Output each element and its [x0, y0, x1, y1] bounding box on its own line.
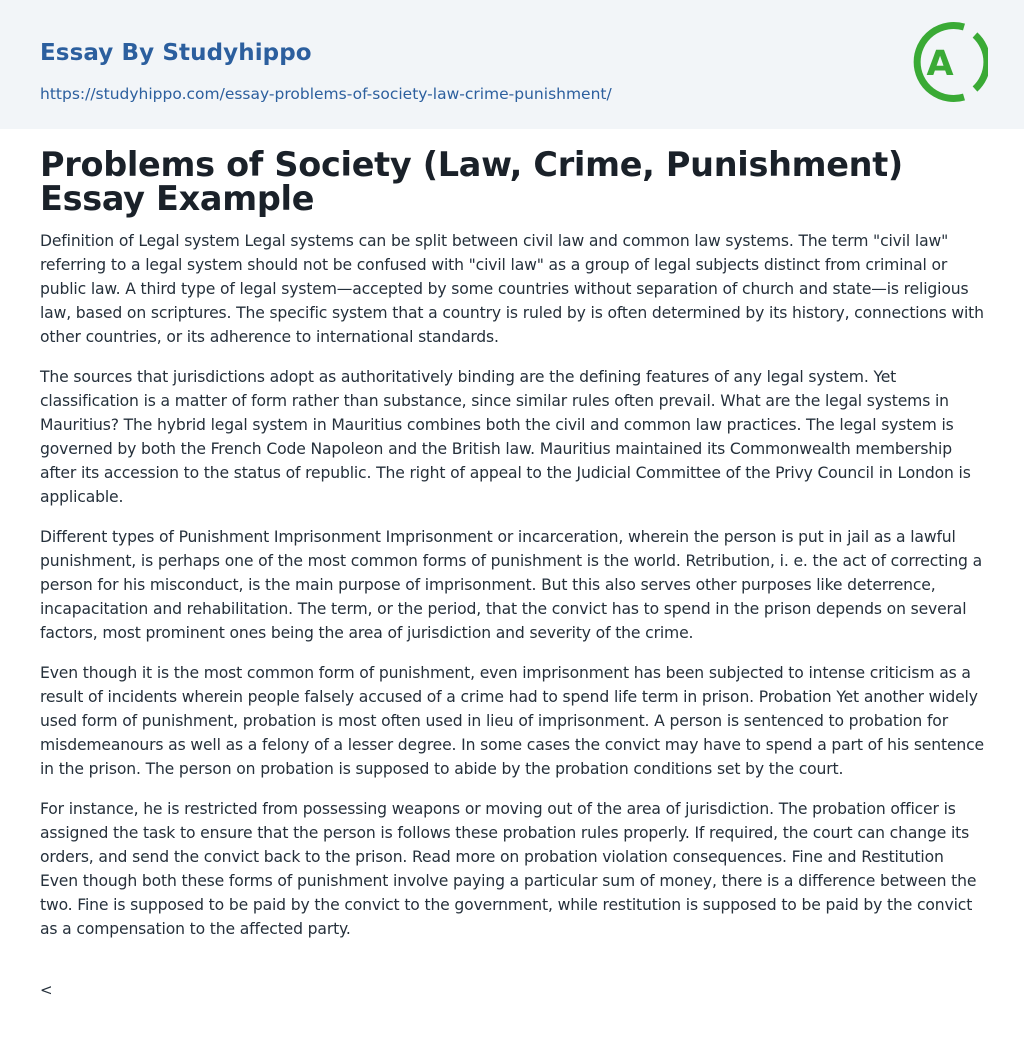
- article-body: [40, 229, 984, 957]
- previous-page-marker[interactable]: <: [40, 981, 53, 999]
- logo-letter: A: [926, 44, 954, 84]
- paragraph-2: The sources that jurisdictions adopt as authoritatively binding are the defining features of any legal system. Yet classification is a matter of form rather than substance, since similar rules often prevail. What are the legal systems in Mauritius? The hybrid legal system in Mauritius combines both the civil and common law practices. The legal system is governed by both the French Code Napoleon and the British law. Mauritius maintained its Commonwealth membership after its accession to the status of republic. The right of appeal to the Judicial Committee of the Privy Council in London is applicable.: [40, 368, 971, 506]
- page-url-link[interactable]: https://studyhippo.com/essay-problems-of-society-law-crime-punishment/: [40, 85, 612, 103]
- paragraph-4: Even though it is the most common form of punishment, even imprisonment has been subjected to intense criticism as a result of incidents wherein people falsely accused of a crime had to spend life term in prison. Probation Yet another widely used form of punishment, probation is most often used in lieu of imprisonment. A person is sentenced to probation for misdemeanours as well as a felony of a lesser degree. In some cases the convict may have to spend a part of his sentence in the prison. The person on probation is supposed to abide by the probation conditions set by the court.: [40, 664, 984, 778]
- site-brand[interactable]: Essay By Studyhippo: [40, 40, 312, 66]
- paragraph-3: Different types of Punishment Imprisonment Imprisonment or incarceration, wherein the person is put in jail as a lawful punishment, is perhaps one of the most common forms of punishment is the world. Retribution, i. e. the act of correcting a person for his misconduct, is the main purpose of imprisonment. But this also serves other purposes like deterrence, incapacitation and rehabilitation. The term, or the period, that the convict has to spend in the prison depends on several factors, most prominent ones being the area of jurisdiction and severity of the crime.: [40, 528, 983, 642]
- site-header: [0, 0, 1024, 129]
- paragraph-1: Definition of Legal system Legal systems can be split between civil law and common law systems. The term "civil law" referring to a legal system should not be confused with "civil law" as a group of legal subjects distinct from criminal or public law. A third type of legal system—accepted by some countries without separation of church and state—is religious law, based on scriptures. The specific system that a country is ruled by is often determined by its history, connections with other countries, or its adherence to international standards.: [40, 232, 984, 346]
- studyhippo-logo-icon[interactable]: [912, 18, 988, 106]
- paragraph-5: For instance, he is restricted from possessing weapons or moving out of the area of jurisdiction. The probation officer is assigned the task to ensure that the person is follows these probation rules properly. If required, the court can change its orders, and send the convict back to the prison. Read more on probation violation consequences. Fine and Restitution Even though both these forms of punishment involve paying a particular sum of money, there is a difference between the two. Fine is supposed to be paid by the convict to the government, while restitution is supposed to be paid by the convict as a compensation to the affected party.: [40, 800, 977, 938]
- page-title: Problems of Society (Law, Crime, Punishment) Essay Example: [40, 145, 903, 218]
